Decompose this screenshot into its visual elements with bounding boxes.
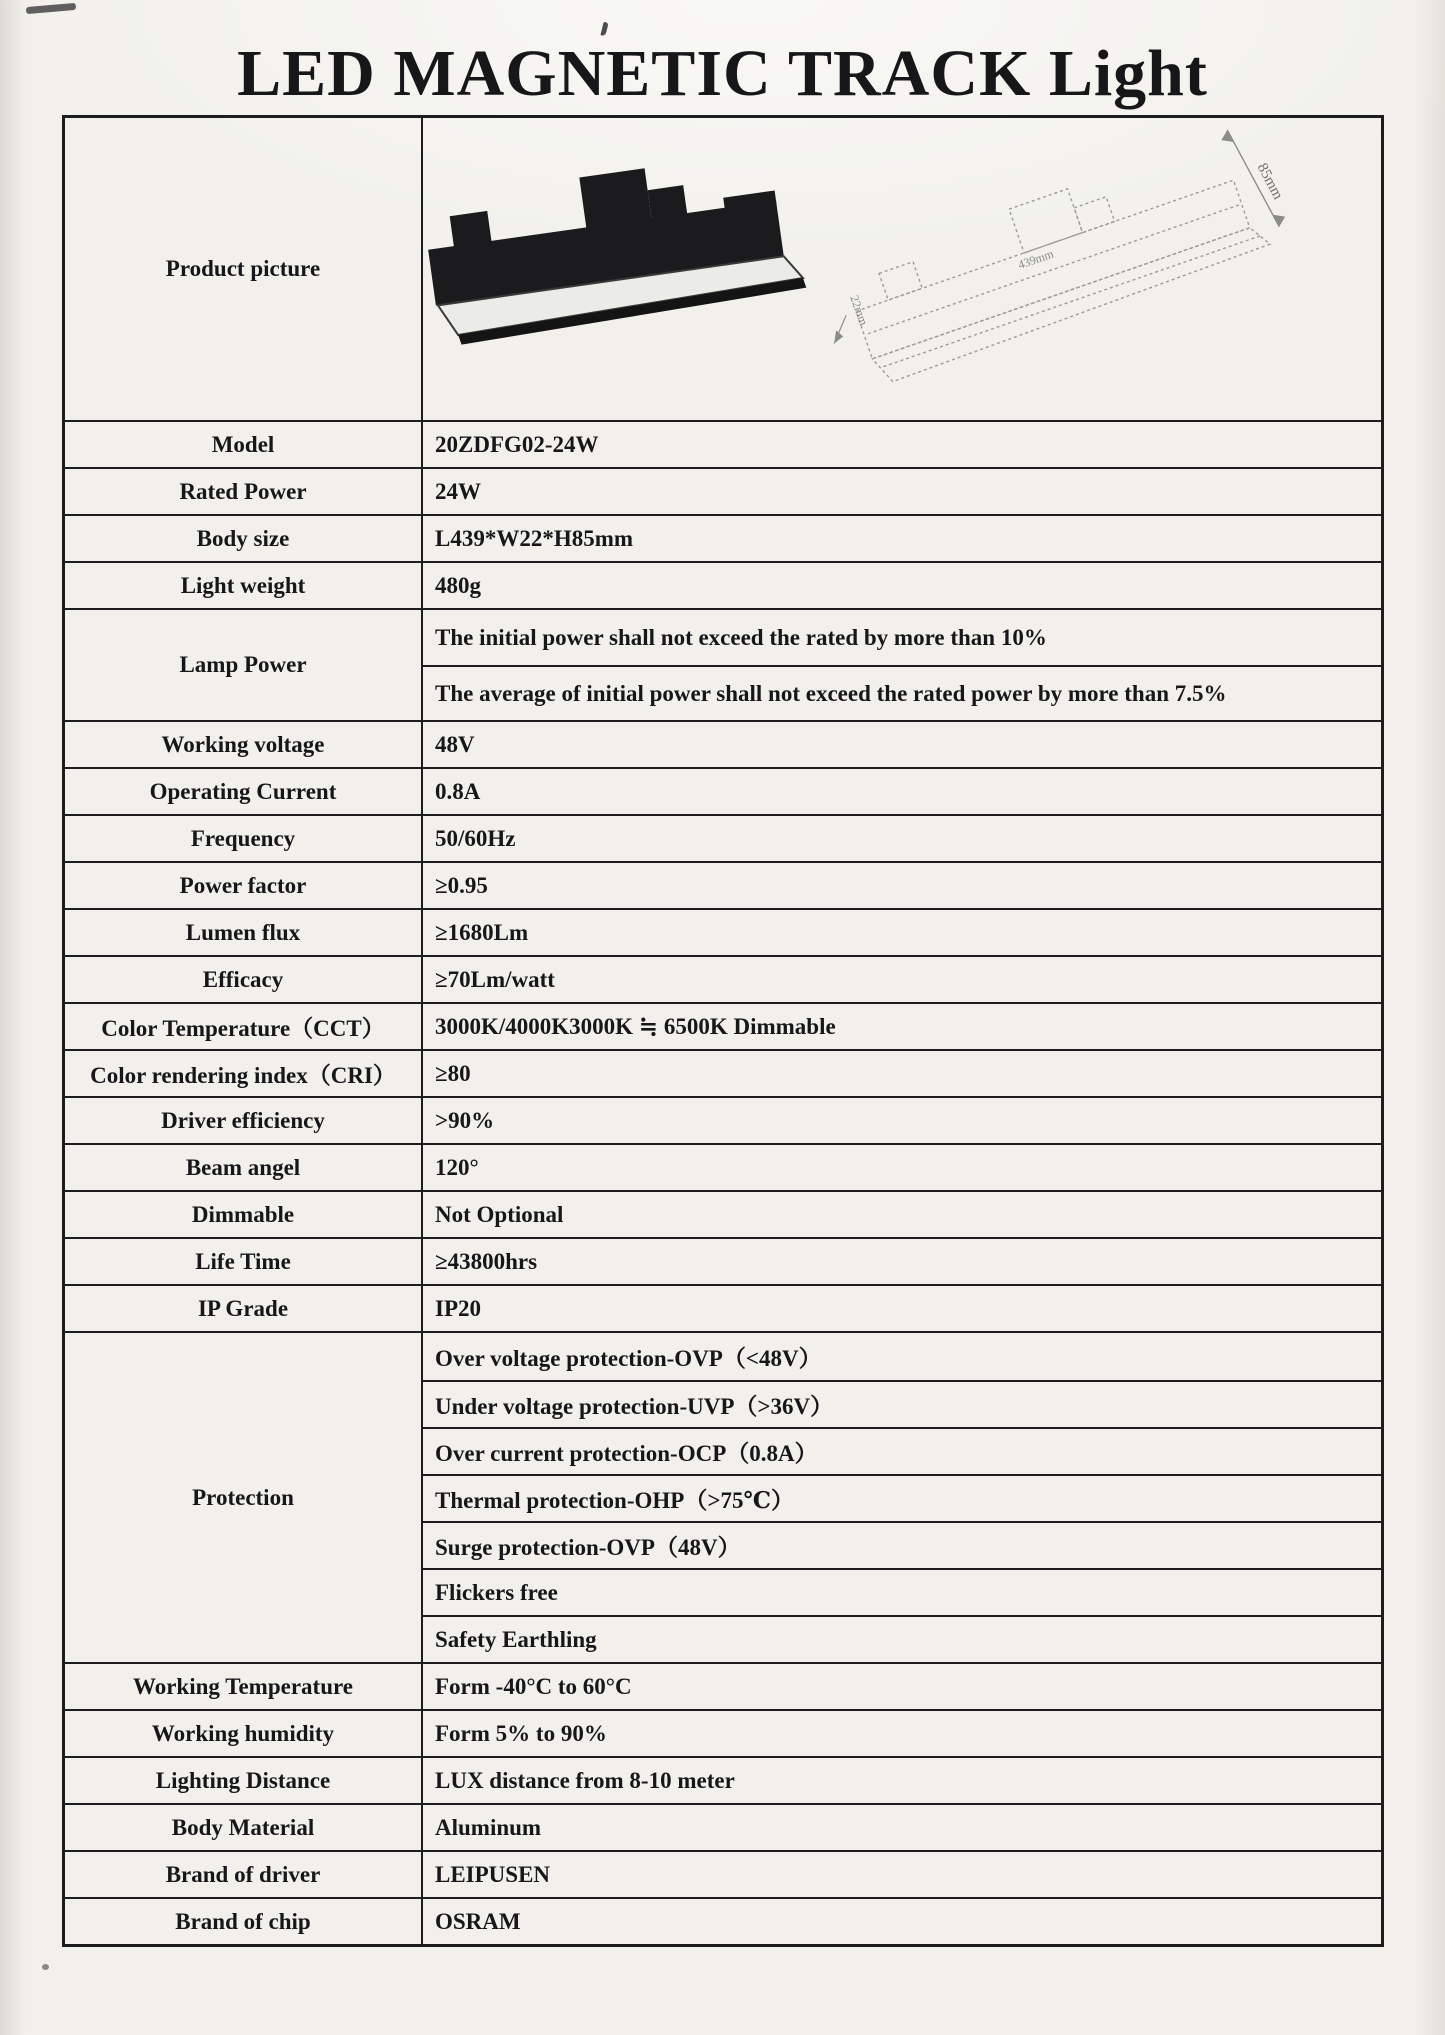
table-row-brand-of-chip bbox=[65, 1897, 1381, 1944]
row-label: Product picture bbox=[65, 118, 423, 420]
table-row-dimmable bbox=[65, 1190, 1381, 1237]
dim-length-label: 439mm bbox=[1016, 246, 1056, 272]
product-image bbox=[423, 118, 1381, 420]
protection-line: Safety Earthling bbox=[423, 1615, 1381, 1662]
row-value: 0.8A bbox=[435, 778, 481, 804]
protection-line: Over voltage protection-OVP（<48V） bbox=[435, 1346, 822, 1371]
row-value: 120° bbox=[435, 1154, 479, 1180]
page-title: LED MAGNETIC TRACK Light bbox=[237, 37, 1208, 110]
row-label: Operating Current bbox=[65, 769, 423, 814]
table-row-light-weight bbox=[65, 561, 1381, 608]
dimension-22mm-arrow bbox=[834, 315, 846, 343]
row-value: LEIPUSEN bbox=[435, 1861, 551, 1887]
table-row-working-voltage bbox=[65, 720, 1381, 767]
lamp-power-lines bbox=[423, 610, 1381, 720]
protection-line: Thermal protection-OHP（>75℃） bbox=[423, 1474, 1381, 1521]
row-value: 48V bbox=[435, 731, 475, 757]
row-label: IP Grade bbox=[65, 1286, 423, 1331]
table-row-power-factor bbox=[65, 861, 1381, 908]
table-row-color-temperature bbox=[65, 1002, 1381, 1049]
row-label: Body Material bbox=[65, 1805, 423, 1850]
row-value: Aluminum bbox=[435, 1814, 542, 1840]
table-row-efficacy bbox=[65, 955, 1381, 1002]
table-row-working-humidity bbox=[65, 1709, 1381, 1756]
row-value: Form 5% to 90% bbox=[435, 1720, 607, 1746]
row-value: 24W bbox=[435, 478, 481, 504]
row-label: Model bbox=[65, 422, 423, 467]
row-label: Lighting Distance bbox=[65, 1758, 423, 1803]
row-label: Rated Power bbox=[65, 469, 423, 514]
table-row-cri bbox=[65, 1049, 1381, 1096]
row-value: IP20 bbox=[435, 1295, 481, 1321]
table-row-lamp-power bbox=[65, 608, 1381, 720]
row-label: Driver efficiency bbox=[65, 1098, 423, 1143]
table-row-life-time bbox=[65, 1237, 1381, 1284]
row-value: Form -40°C to 60°C bbox=[435, 1673, 632, 1699]
row-value: 480g bbox=[435, 572, 481, 598]
protection-line: Surge protection-OVP（48V） bbox=[423, 1521, 1381, 1568]
spec-table bbox=[62, 115, 1384, 1947]
row-label: Body size bbox=[65, 516, 423, 561]
row-value: 20ZDFG02-24W bbox=[435, 431, 599, 457]
table-row-brand-of-driver bbox=[65, 1850, 1381, 1897]
row-value: ≥43800hrs bbox=[435, 1248, 538, 1274]
row-value: L439*W22*H85mm bbox=[435, 525, 634, 551]
scan-artifact bbox=[26, 3, 76, 14]
row-label: Brand of driver bbox=[65, 1852, 423, 1897]
lamp-power-line: The initial power shall not exceed the rated by more than 10% bbox=[435, 624, 1047, 650]
row-value: OSRAM bbox=[435, 1908, 521, 1934]
table-row-body-material bbox=[65, 1803, 1381, 1850]
table-row-product-picture bbox=[65, 118, 1381, 420]
table-row-body-size bbox=[65, 514, 1381, 561]
row-value: ≥70Lm/watt bbox=[435, 966, 555, 992]
row-label: Beam angel bbox=[65, 1145, 423, 1190]
table-row-model bbox=[65, 420, 1381, 467]
row-value: 50/60Hz bbox=[435, 825, 516, 851]
row-value: ≥80 bbox=[435, 1060, 471, 1086]
product-outline-drawing bbox=[841, 132, 1272, 386]
table-row-working-temperature bbox=[65, 1662, 1381, 1709]
row-label: Lumen flux bbox=[65, 910, 423, 955]
row-label: Light weight bbox=[65, 563, 423, 608]
row-value: LUX distance from 8-10 meter bbox=[435, 1767, 735, 1793]
table-row-protection bbox=[65, 1331, 1381, 1662]
scan-artifact bbox=[600, 22, 608, 37]
row-value: 3000K/4000K3000K ≒ 6500K Dimmable bbox=[435, 1014, 836, 1039]
protection-line: Flickers free bbox=[423, 1568, 1381, 1615]
dim-height-label: 85mm bbox=[1253, 160, 1286, 203]
table-row-beam-angle bbox=[65, 1143, 1381, 1190]
row-value: ≥1680Lm bbox=[435, 919, 529, 945]
row-value: Not Optional bbox=[435, 1201, 564, 1227]
row-label: Power factor bbox=[65, 863, 423, 908]
product-photo bbox=[423, 148, 807, 347]
row-label: Efficacy bbox=[65, 957, 423, 1002]
row-label: Life Time bbox=[65, 1239, 423, 1284]
scan-artifact bbox=[42, 1964, 49, 1970]
row-label: Brand of chip bbox=[65, 1899, 423, 1944]
row-value: ≥0.95 bbox=[435, 872, 488, 898]
table-row-lumen-flux bbox=[65, 908, 1381, 955]
row-label: Working Temperature bbox=[65, 1664, 423, 1709]
protection-line: Over current protection-OCP（0.8A） bbox=[423, 1427, 1381, 1474]
table-row-rated-power bbox=[65, 467, 1381, 514]
table-row-ip-grade bbox=[65, 1284, 1381, 1331]
row-label: Color Temperature（CCT） bbox=[65, 1004, 423, 1049]
product-picture-cell bbox=[423, 118, 1381, 420]
row-label: Dimmable bbox=[65, 1192, 423, 1237]
protection-line: Under voltage protection-UVP（>36V） bbox=[423, 1380, 1381, 1427]
table-row-driver-efficiency bbox=[65, 1096, 1381, 1143]
row-label: Lamp Power bbox=[65, 610, 423, 720]
lamp-power-line: The average of initial power shall not exceed the rated power by more than 7.5% bbox=[423, 665, 1381, 720]
row-label: Working voltage bbox=[65, 722, 423, 767]
row-label: Working humidity bbox=[65, 1711, 423, 1756]
row-label: Frequency bbox=[65, 816, 423, 861]
dim-width-label: 22mm bbox=[847, 293, 871, 328]
row-value: >90% bbox=[435, 1107, 495, 1133]
table-row-frequency bbox=[65, 814, 1381, 861]
table-row-operating-current bbox=[65, 767, 1381, 814]
row-label: Color rendering index（CRI） bbox=[65, 1051, 423, 1096]
table-row-lighting-distance bbox=[65, 1756, 1381, 1803]
row-label: Protection bbox=[65, 1333, 423, 1662]
protection-lines bbox=[423, 1333, 1381, 1662]
